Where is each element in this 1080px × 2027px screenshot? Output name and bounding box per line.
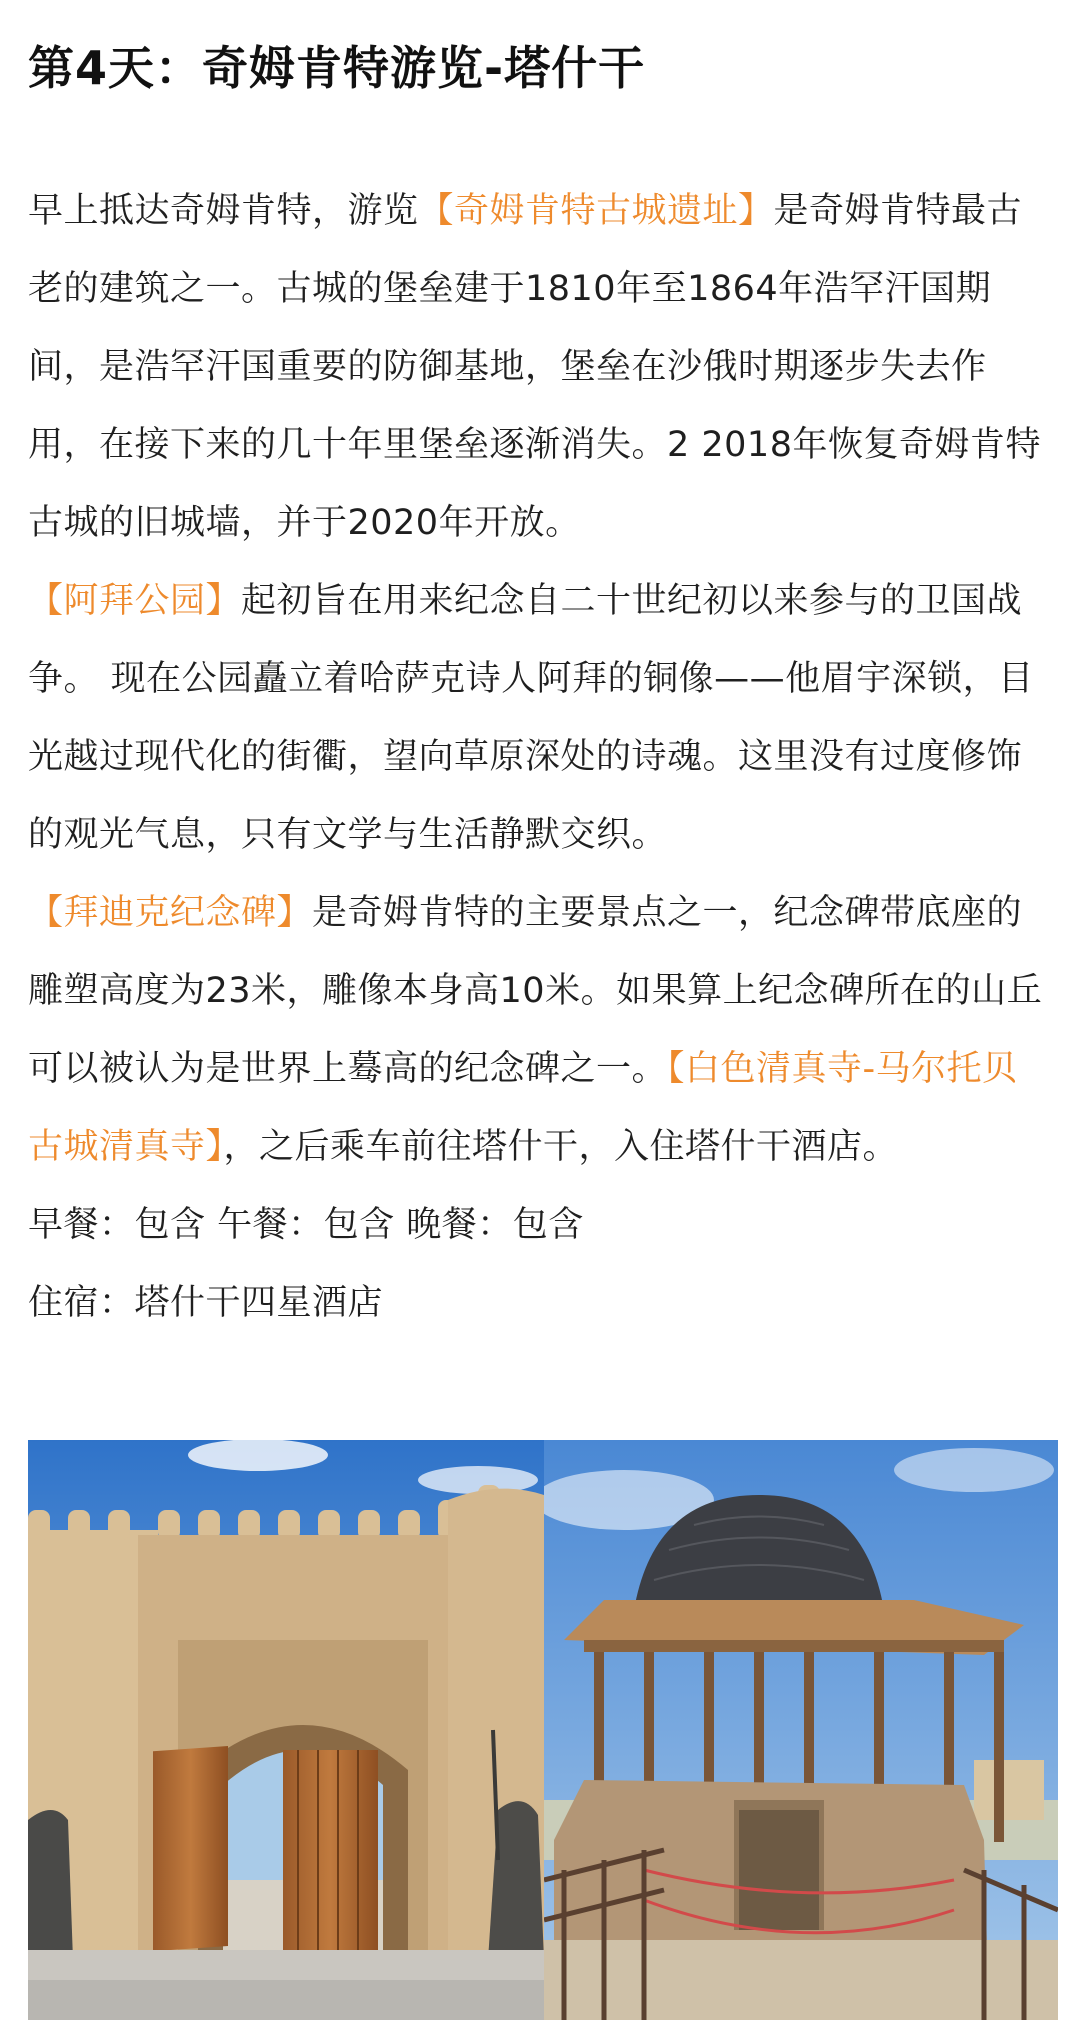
paragraph-old-city: [28, 172, 1052, 562]
lodging-line: 住宿：塔什干四星酒店: [28, 1283, 384, 1323]
meals-line: 早餐：包含 午餐：包含 晚餐：包含: [28, 1205, 584, 1245]
itinerary-text: [28, 172, 1052, 1342]
fortress-gate-photo: [28, 1440, 544, 2020]
highlight-white-mosque: 【白色清真寺-马尔托贝古城清真寺】: [28, 1049, 1018, 1167]
text-run: 早上抵达奇姆肯特，游览: [28, 191, 419, 231]
text-run: 是奇姆肯特的主要景点之一，纪念碑带底座的雕塑高度为23米，雕像本身高10米。如果算上纪念碑所在的山丘可以被认为是世界上蓦高的纪念碑之一。: [28, 893, 1043, 1089]
highlight-old-city: 【奇姆肯特古城遗址】: [418, 191, 774, 231]
highlight-abai-park: 【阿拜公园】: [28, 581, 242, 621]
photo-collage: [28, 1440, 1058, 2020]
page-title: 第4天：奇姆肯特游览-塔什干: [28, 41, 646, 95]
pavilion-photo: [544, 1440, 1058, 2020]
text-run: ，之后乘车前往塔什干，入住塔什干酒店。: [223, 1127, 899, 1167]
highlight-baidibek-monument: 【拜迪克纪念碑】: [28, 893, 313, 933]
paragraph-baidibek-monument: [28, 874, 1052, 1186]
text-run: 起初旨在用来纪念自二十世纪初以来参与的卫国战争。 现在公园矗立着哈萨克诗人阿拜的铜像——他眉宇深锁，目光越过现代化的街衢，望向草原深处的诗魂。这里没有过度修饰的观光气息，只有文学与生活静默交织。: [28, 581, 1034, 855]
text-run: 是奇姆肯特最古老的建筑之一。古城的堡垒建于1810年至1864年浩罕汗国期间，是浩罕汗国重要的防御基地，堡垒在沙俄时期逐步失去作用，在接下来的几十年里堡垒逐渐消失。2 2018年恢复奇姆肯特古城的旧城墙，并于2020年开放。: [28, 191, 1041, 543]
paragraph-abai-park: [28, 562, 1052, 874]
